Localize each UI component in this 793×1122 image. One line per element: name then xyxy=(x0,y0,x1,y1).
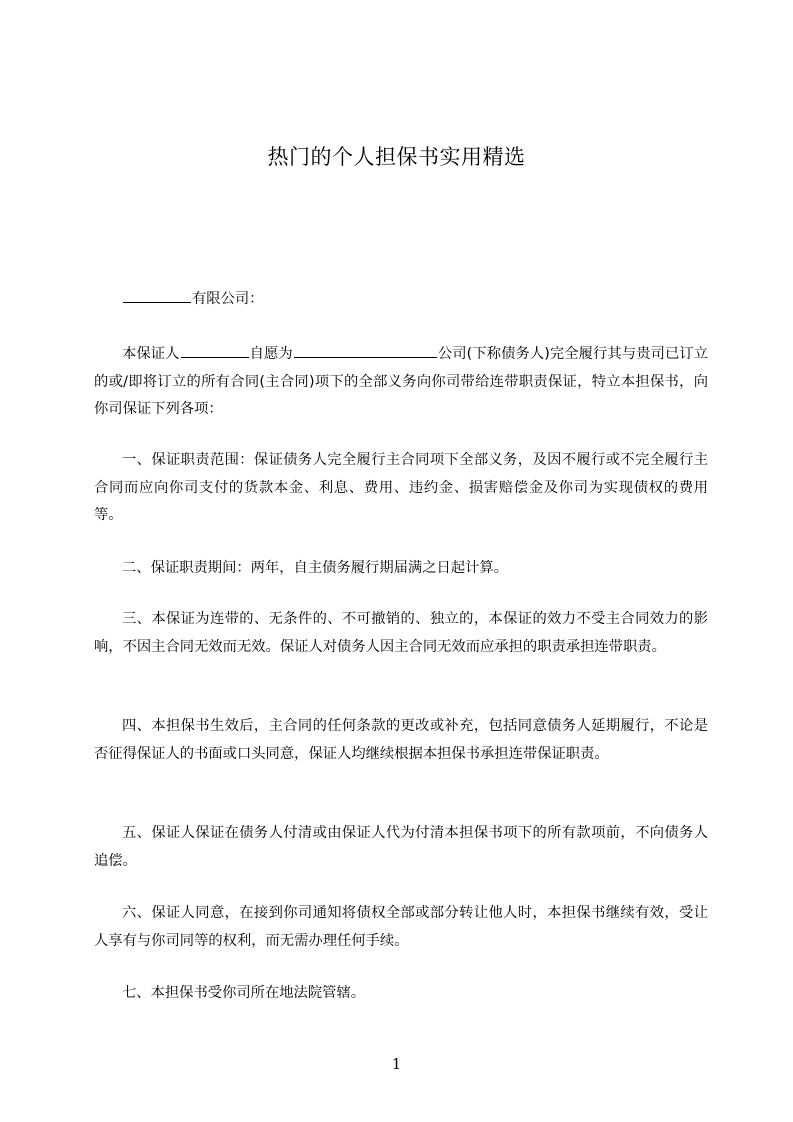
addressee-text: 有限公司： xyxy=(192,291,264,307)
clause-4: 四、本担保书生效后，主合同的任何条款的更改或补充，包括同意债务人延期履行，不论是否征得保证人的书面或口头同意，保证人均继续根据本担保书承担连带保证职责。 xyxy=(94,718,708,762)
intro-text-3: 公司(下称债务人)完全履行其与贵司已订立的或/即将订立的所有合同(主合同)项下的全部义务向你司带给连带职责保证，特立本担保书，向你司保证下列各项： xyxy=(94,346,709,417)
clause-1: 一、保证职责范围：保证债务人完全履行主合同项下全部义务，及因不履行或不完全履行主合同而应向你司支付的货款本金、利息、费用、违约金、损害赔偿金及你司为实现债权的费用等。 xyxy=(94,452,708,523)
intro-text-2: 自愿为 xyxy=(249,346,293,362)
intro-paragraph xyxy=(94,341,708,424)
intro-text-1: 本保证人 xyxy=(122,346,180,362)
debtor-company-blank xyxy=(294,342,437,358)
guarantor-name-blank xyxy=(181,342,249,358)
addressee-line xyxy=(94,286,708,314)
page-number: 1 xyxy=(391,1055,402,1073)
clause-6: 六、保证人同意，在接到你司通知将债权全部或部分转让他人时，本担保书继续有效，受让人享有与你司同等的权利，而无需办理任何手续。 xyxy=(94,905,708,949)
company-name-blank xyxy=(123,287,191,303)
clause-5: 五、保证人保证在债务人付清或由保证人代为付清本担保书项下的所有款项前，不向债务人追偿。 xyxy=(94,825,708,869)
clause-2: 二、保证职责期间：两年，自主债务履行期届满之日起计算。 xyxy=(122,560,509,576)
clause-3: 三、本保证为连带的、无条件的、不可撤销的、独立的，本保证的效力不受主合同效力的影响，不因主合同无效而无效。保证人对债务人因主合同无效而应承担的职责承担连带职责。 xyxy=(94,611,708,655)
clause-7: 七、本担保书受你司所在地法院管辖。 xyxy=(122,985,366,1001)
document-title: 热门的个人担保书实用精选 xyxy=(267,145,526,169)
